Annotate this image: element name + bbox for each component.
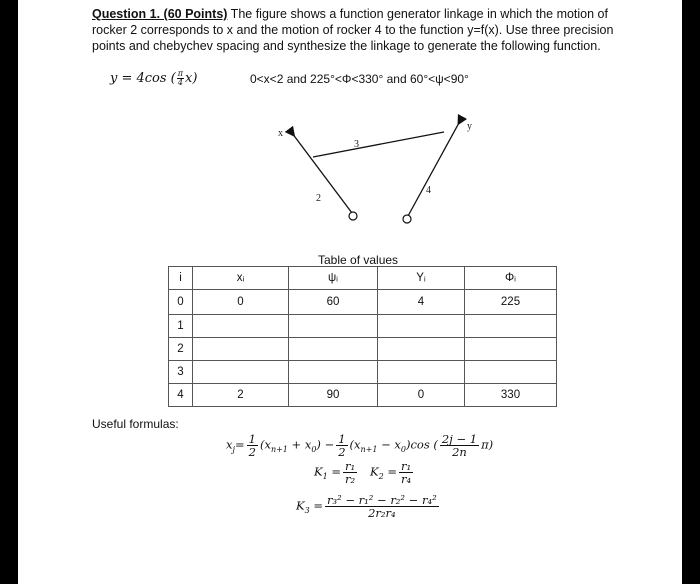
k3-equals: = — [313, 498, 323, 513]
document-page — [18, 0, 682, 584]
range-constraints: 0<x<2 and 225°<Φ<330° and 60°<ψ<90° — [250, 72, 469, 86]
rocker-2-link — [292, 133, 352, 213]
cell-x — [193, 315, 289, 338]
pi-denominator: 4 — [177, 78, 183, 87]
cell-y — [378, 361, 465, 384]
cell-phi — [465, 338, 557, 361]
table-row — [169, 361, 557, 384]
cell-psi — [289, 338, 378, 361]
k1-symbol: K — [314, 464, 323, 479]
cell-y: 0 — [378, 384, 465, 407]
sub-zero: 0 — [311, 444, 317, 454]
half-fraction-2 — [336, 433, 347, 458]
cell-phi: 225 — [465, 290, 557, 315]
term1-close: ) − — [316, 437, 335, 452]
cell-psi — [289, 315, 378, 338]
k1-formula — [314, 460, 359, 485]
k1-subscript: 1 — [322, 471, 328, 481]
table-row — [169, 290, 557, 315]
cell-y: 4 — [378, 290, 465, 315]
cos-arg-denominator: 2n — [452, 445, 467, 459]
label-x: x — [278, 128, 283, 139]
header-y: Yᵢ — [378, 267, 465, 290]
label-y: y — [467, 121, 472, 132]
k1-fraction — [343, 460, 357, 485]
cell-i: 3 — [169, 361, 193, 384]
xj-symbol: x — [226, 437, 233, 452]
half-denominator: 2 — [248, 445, 256, 459]
k2-numerator: r₁ — [400, 459, 412, 473]
question-body: The figure shows a function generator linkage in which the motion of rocker 2 corresponds to x and the motion of rocker 4 to the function y=f(x). Use three precision points and chebychev spacing and synthesize the linkage to generate the following function. — [92, 7, 614, 53]
cell-x: 2 — [193, 384, 289, 407]
cell-phi — [465, 315, 557, 338]
header-x: xᵢ — [193, 267, 289, 290]
minus-x0: − x — [377, 437, 401, 452]
table-title: Table of values — [318, 253, 399, 267]
k2-subscript: 2 — [378, 471, 384, 481]
header-phi: Φᵢ — [465, 267, 557, 290]
k3-numerator: r₃² − r₁² − r₂² − r₄² — [326, 493, 437, 507]
cell-x — [193, 338, 289, 361]
cos-arg-numerator: 2j − 1 — [441, 432, 478, 446]
k1-denominator: r₂ — [344, 472, 356, 486]
term2-open: (x — [349, 437, 361, 452]
linkage-diagram — [18, 0, 682, 250]
table-header-row — [169, 267, 557, 290]
coupler-3-link — [313, 132, 444, 157]
cos-argument-fraction — [440, 433, 479, 458]
cell-i: 2 — [169, 338, 193, 361]
term1-open: (x — [259, 437, 271, 452]
cell-y — [378, 338, 465, 361]
label-link-2: 2 — [316, 193, 321, 204]
function-rhs: x) — [185, 71, 198, 86]
plus-x0: + x — [287, 437, 312, 452]
k2-equals: = — [387, 464, 397, 479]
k3-subscript: 3 — [304, 505, 310, 515]
header-psi: ψᵢ — [289, 267, 378, 290]
rocker-4-link — [408, 121, 460, 216]
label-link-3: 3 — [354, 139, 359, 150]
half-fraction — [247, 433, 258, 458]
table-row — [169, 338, 557, 361]
pi-close: π) — [481, 437, 494, 452]
k3-fraction — [325, 494, 439, 519]
cell-psi: 90 — [289, 384, 378, 407]
cell-y — [378, 315, 465, 338]
k3-symbol: K — [296, 498, 305, 513]
half-numerator-2: 1 — [338, 432, 346, 446]
function-lhs: y = 4cos ( — [110, 71, 176, 86]
table-row — [169, 384, 557, 407]
k2-denominator: r₄ — [400, 472, 412, 486]
half-denominator-2: 2 — [338, 445, 346, 459]
xj-subscript: j — [232, 444, 235, 454]
ground-pivot-4 — [403, 215, 411, 223]
k2-formula — [370, 460, 415, 485]
cell-x — [193, 361, 289, 384]
sub-zero-2: 0 — [400, 444, 406, 454]
label-link-4: 4 — [426, 185, 431, 196]
values-table — [168, 266, 557, 407]
question-label: Question 1. (60 Points) — [92, 7, 228, 21]
cell-psi: 60 — [289, 290, 378, 315]
k1-numerator: r₁ — [344, 459, 356, 473]
k1-equals: = — [331, 464, 341, 479]
cell-i: 0 — [169, 290, 193, 315]
useful-formulas-label: Useful formulas: — [92, 417, 179, 431]
header-i: i — [169, 267, 193, 290]
ground-pivot-2 — [349, 212, 357, 220]
cell-i: 1 — [169, 315, 193, 338]
sub-n-plus-1: n+1 — [270, 444, 288, 454]
table-row — [169, 315, 557, 338]
cell-x: 0 — [193, 290, 289, 315]
cell-phi — [465, 361, 557, 384]
k3-formula — [296, 494, 441, 519]
k3-denominator: 2r₂r₄ — [368, 506, 396, 520]
cell-phi: 330 — [465, 384, 557, 407]
cell-psi — [289, 361, 378, 384]
half-numerator: 1 — [248, 432, 256, 446]
pi-numerator: π — [177, 69, 184, 78]
equals-sign: = — [234, 437, 245, 452]
k2-fraction — [399, 460, 413, 485]
chebyshev-spacing-formula — [226, 433, 493, 458]
cos-open: )cos ( — [406, 437, 438, 452]
sub-n-plus-1-2: n+1 — [360, 444, 378, 454]
k2-symbol: K — [370, 464, 379, 479]
cell-i: 4 — [169, 384, 193, 407]
